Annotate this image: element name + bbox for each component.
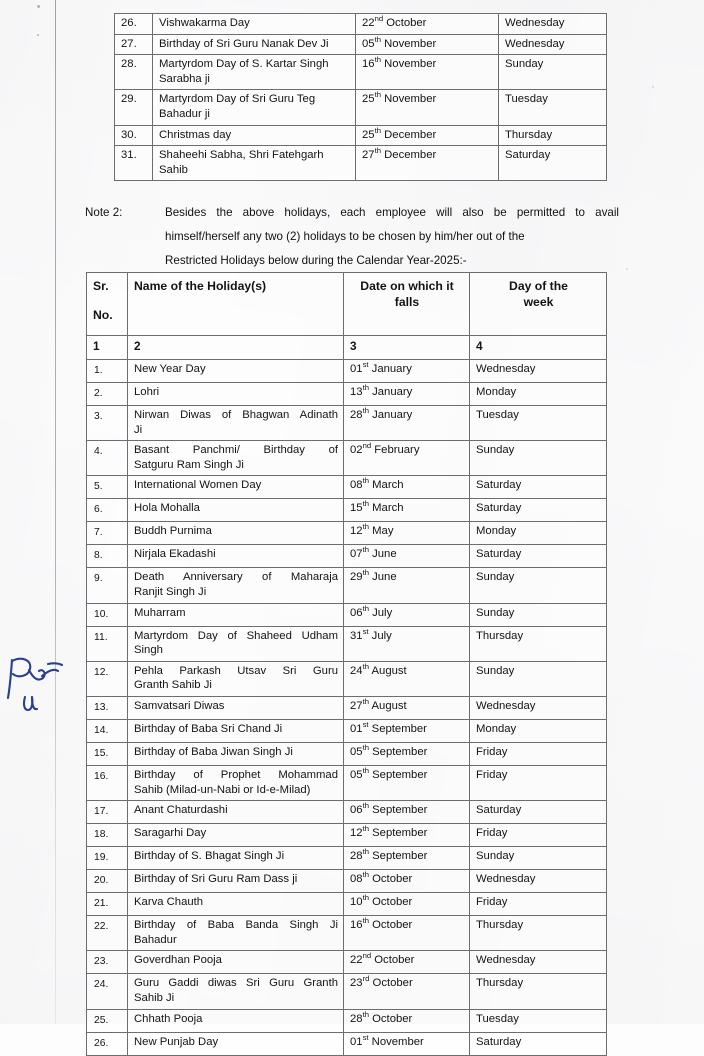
row-holiday-name: Samvatsari Diwas bbox=[128, 696, 344, 719]
row-holiday-name bbox=[128, 441, 344, 476]
table-row bbox=[115, 34, 607, 55]
row-day-of-week: Thursday bbox=[499, 125, 607, 146]
row-date: 01st January bbox=[344, 360, 470, 383]
table-row bbox=[87, 626, 607, 661]
table-row bbox=[87, 916, 607, 951]
row-serial-number: 23. bbox=[87, 951, 128, 974]
table-row bbox=[87, 661, 607, 696]
row-holiday-name bbox=[128, 974, 344, 1009]
table-row bbox=[87, 719, 607, 742]
table-row bbox=[115, 55, 607, 90]
row-serial-number: 22. bbox=[87, 916, 128, 951]
holiday-name-line-1: Birthday of Baba Banda Singh Ji bbox=[134, 919, 338, 932]
row-holiday-name: New Punjab Day bbox=[128, 1032, 344, 1055]
row-date: 27th August bbox=[344, 696, 470, 719]
row-date: 28th October bbox=[344, 1009, 470, 1032]
row-holiday-name: Martyrdom Day of Sri Guru Teg Bahadur ji bbox=[153, 90, 356, 125]
row-serial-number: 20. bbox=[87, 870, 128, 893]
row-serial-number: 3. bbox=[87, 406, 128, 441]
row-serial-number: 11. bbox=[87, 626, 128, 661]
note-2-body bbox=[165, 201, 619, 273]
row-day-of-week: Tuesday bbox=[470, 406, 607, 441]
row-day-of-week: Saturday bbox=[470, 545, 607, 568]
row-date: 10th October bbox=[344, 893, 470, 916]
row-serial-number: 14. bbox=[87, 719, 128, 742]
row-day-of-week: Thursday bbox=[470, 626, 607, 661]
row-holiday-name: Hola Mohalla bbox=[128, 499, 344, 522]
row-serial-number: 26. bbox=[115, 14, 153, 35]
row-day-of-week: Monday bbox=[470, 522, 607, 545]
table-row bbox=[87, 406, 607, 441]
header-sr-line1: Sr. bbox=[93, 279, 109, 293]
holiday-name-line-1: Pehla Parkash Utsav Sri Guru bbox=[134, 664, 338, 677]
row-holiday-name: Shaheehi Sabha, Shri Fatehgarh Sahib bbox=[153, 146, 356, 181]
row-date: 29th June bbox=[344, 568, 470, 603]
row-serial-number: 13. bbox=[87, 696, 128, 719]
row-serial-number: 2. bbox=[87, 383, 128, 406]
table-row bbox=[115, 90, 607, 125]
row-holiday-name: Muharram bbox=[128, 603, 344, 626]
note-2-label: Note 2: bbox=[85, 206, 123, 219]
table-row bbox=[87, 696, 607, 719]
holiday-name-line-2: Sahib Ji bbox=[134, 991, 175, 1004]
margin-rule-line bbox=[55, 0, 56, 1024]
row-date: 05th September bbox=[344, 742, 470, 765]
row-day-of-week: Wednesday bbox=[470, 360, 607, 383]
table-row bbox=[87, 847, 607, 870]
row-holiday-name: International Women Day bbox=[128, 476, 344, 499]
row-day-of-week: Saturday bbox=[470, 499, 607, 522]
row-date: 12th May bbox=[344, 522, 470, 545]
row-day-of-week: Wednesday bbox=[499, 34, 607, 55]
row-holiday-name: Saragarhi Day bbox=[128, 824, 344, 847]
row-holiday-name: Vishwakarma Day bbox=[153, 14, 356, 35]
column-number-4: 4 bbox=[470, 336, 607, 360]
holiday-name-line-1: Nirwan Diwas of Bhagwan Adinath bbox=[134, 409, 338, 421]
row-holiday-name: Lohri bbox=[128, 383, 344, 406]
row-day-of-week: Friday bbox=[470, 824, 607, 847]
table-row bbox=[87, 801, 607, 824]
table-row bbox=[87, 383, 607, 406]
table-header-row bbox=[87, 273, 607, 336]
row-serial-number: 6. bbox=[87, 499, 128, 522]
row-day-of-week: Tuesday bbox=[499, 90, 607, 125]
table-row bbox=[87, 893, 607, 916]
row-holiday-name bbox=[128, 406, 344, 441]
holiday-name-line-2: Granth Sahib Ji bbox=[134, 679, 212, 692]
handwritten-margin-annotation bbox=[2, 640, 82, 730]
holiday-name-line-2: Ranjit Singh Ji bbox=[134, 585, 207, 598]
row-serial-number: 12. bbox=[87, 661, 128, 696]
restricted-holidays-table bbox=[86, 272, 607, 1056]
column-number-1: 1 bbox=[87, 336, 128, 360]
row-day-of-week: Saturday bbox=[470, 801, 607, 824]
row-day-of-week: Saturday bbox=[499, 146, 607, 181]
row-serial-number: 19. bbox=[87, 847, 128, 870]
table-row bbox=[87, 742, 607, 765]
row-date: 06th July bbox=[344, 603, 470, 626]
row-date: 25th November bbox=[356, 90, 499, 125]
row-date: 02nd February bbox=[344, 441, 470, 476]
row-date: 13th January bbox=[344, 383, 470, 406]
row-serial-number: 24. bbox=[87, 974, 128, 1009]
row-serial-number: 26. bbox=[87, 1032, 128, 1055]
scan-speck bbox=[37, 34, 39, 36]
holiday-name-line-1: Guru Gaddi diwas Sri Guru Granth bbox=[134, 977, 338, 990]
row-serial-number: 27. bbox=[115, 34, 153, 55]
row-holiday-name bbox=[128, 661, 344, 696]
table-row bbox=[87, 499, 607, 522]
row-date: 12th September bbox=[344, 824, 470, 847]
table-row bbox=[87, 545, 607, 568]
row-date: 08th October bbox=[344, 870, 470, 893]
row-serial-number: 16. bbox=[87, 765, 128, 800]
row-date: 27th December bbox=[356, 146, 499, 181]
row-day-of-week: Saturday bbox=[470, 476, 607, 499]
note-2-block bbox=[85, 201, 619, 273]
row-date: 08th March bbox=[344, 476, 470, 499]
row-holiday-name: Birthday of Baba Sri Chand Ji bbox=[128, 719, 344, 742]
holiday-table-body bbox=[115, 14, 607, 181]
row-date: 05th September bbox=[344, 765, 470, 800]
row-serial-number: 4. bbox=[87, 441, 128, 476]
restricted-table-head bbox=[87, 273, 607, 360]
holiday-name-line-2: Bahadur bbox=[134, 933, 177, 946]
table-row bbox=[87, 1032, 607, 1055]
table-row bbox=[87, 824, 607, 847]
table-row bbox=[87, 360, 607, 383]
column-number-3: 3 bbox=[344, 336, 470, 360]
note-2-line-1: Besides the above holidays, each employee will also be permitted to avail bbox=[165, 206, 619, 219]
row-date: 23rd October bbox=[344, 974, 470, 1009]
scan-speck bbox=[37, 5, 40, 8]
row-serial-number: 31. bbox=[115, 146, 153, 181]
table-row bbox=[115, 14, 607, 35]
holiday-name-line-2: Sahib (Milad-un-Nabi or Id-e-Milad) bbox=[134, 783, 311, 796]
row-date: 15th March bbox=[344, 499, 470, 522]
holiday-name-line-1: Basant Panchmi/ Birthday of bbox=[134, 444, 338, 457]
row-holiday-name bbox=[128, 626, 344, 661]
row-holiday-name: New Year Day bbox=[128, 360, 344, 383]
row-holiday-name: Karva Chauth bbox=[128, 893, 344, 916]
row-day-of-week: Sunday bbox=[470, 603, 607, 626]
holiday-name-line-1: Death Anniversary of Maharaja bbox=[134, 571, 338, 584]
row-day-of-week: Friday bbox=[470, 893, 607, 916]
holiday-name-line-2: Singh bbox=[134, 644, 163, 657]
row-holiday-name: Anant Chaturdashi bbox=[128, 801, 344, 824]
row-date: 05th November bbox=[356, 34, 499, 55]
row-holiday-name: Chhath Pooja bbox=[128, 1009, 344, 1032]
note-2-line-2: himself/herself any two (2) holidays to be chosen by him/her out of the bbox=[165, 230, 525, 243]
header-sr-line2: No. bbox=[93, 308, 113, 322]
table-row bbox=[87, 603, 607, 626]
header-date-line2: falls bbox=[394, 295, 420, 309]
row-holiday-name: Buddh Purnima bbox=[128, 522, 344, 545]
row-serial-number: 29. bbox=[115, 90, 153, 125]
row-date: 16th October bbox=[344, 916, 470, 951]
row-serial-number: 8. bbox=[87, 545, 128, 568]
holiday-name-line-2: Ji bbox=[134, 423, 143, 436]
column-number-2: 2 bbox=[128, 336, 344, 360]
row-serial-number: 5. bbox=[87, 476, 128, 499]
row-day-of-week: Wednesday bbox=[470, 696, 607, 719]
table-row bbox=[87, 951, 607, 974]
table-row bbox=[87, 476, 607, 499]
row-serial-number: 18. bbox=[87, 824, 128, 847]
table-row bbox=[87, 870, 607, 893]
row-serial-number: 7. bbox=[87, 522, 128, 545]
holiday-name-line-1: Martyrdom Day of Shaheed Udham bbox=[134, 629, 338, 642]
row-serial-number: 10. bbox=[87, 603, 128, 626]
row-holiday-name: Nirjala Ekadashi bbox=[128, 545, 344, 568]
row-serial-number: 30. bbox=[115, 125, 153, 146]
row-day-of-week: Wednesday bbox=[470, 951, 607, 974]
holiday-name-line-2: Satguru Ram Singh Ji bbox=[134, 458, 244, 471]
row-date: 24th August bbox=[344, 661, 470, 696]
row-holiday-name: Martyrdom Day of S. Kartar Singh Sarabha ji bbox=[153, 55, 356, 90]
row-day-of-week: Saturday bbox=[470, 1032, 607, 1055]
row-day-of-week: Sunday bbox=[470, 441, 607, 476]
header-date bbox=[344, 273, 470, 336]
note-2-line-3: Restricted Holidays below during the Calendar Year-2025:- bbox=[165, 254, 467, 267]
scan-speck bbox=[626, 268, 628, 270]
row-day-of-week: Sunday bbox=[470, 847, 607, 870]
table-row bbox=[115, 125, 607, 146]
row-serial-number: 1. bbox=[87, 360, 128, 383]
header-holiday-name: Name of the Holiday(s) bbox=[128, 273, 344, 336]
table-row bbox=[87, 568, 607, 603]
row-day-of-week: Sunday bbox=[499, 55, 607, 90]
row-day-of-week: Friday bbox=[470, 742, 607, 765]
row-serial-number: 9. bbox=[87, 568, 128, 603]
row-serial-number: 17. bbox=[87, 801, 128, 824]
row-holiday-name: Birthday of S. Bhagat Singh Ji bbox=[128, 847, 344, 870]
header-date-line1: Date on which it bbox=[360, 279, 454, 293]
row-date: 28th September bbox=[344, 847, 470, 870]
row-holiday-name: Goverdhan Pooja bbox=[128, 951, 344, 974]
row-holiday-name: Birthday of Sri Guru Nanak Dev Ji bbox=[153, 34, 356, 55]
row-date: 25th December bbox=[356, 125, 499, 146]
row-date: 01st November bbox=[344, 1032, 470, 1055]
row-serial-number: 25. bbox=[87, 1009, 128, 1032]
row-date: 22nd October bbox=[356, 14, 499, 35]
row-serial-number: 28. bbox=[115, 55, 153, 90]
holiday-table-continued bbox=[114, 13, 607, 181]
row-holiday-name bbox=[128, 916, 344, 951]
row-date: 28th January bbox=[344, 406, 470, 441]
row-holiday-name: Christmas day bbox=[153, 125, 356, 146]
row-date: 07th June bbox=[344, 545, 470, 568]
row-date: 01st September bbox=[344, 719, 470, 742]
table-row bbox=[87, 765, 607, 800]
row-serial-number: 21. bbox=[87, 893, 128, 916]
header-day-line1: Day of the bbox=[509, 279, 568, 293]
scan-speck bbox=[652, 86, 654, 88]
table-row bbox=[115, 146, 607, 181]
row-day-of-week: Wednesday bbox=[470, 870, 607, 893]
column-number-row bbox=[87, 336, 607, 360]
header-sr-no bbox=[87, 273, 128, 336]
row-day-of-week: Thursday bbox=[470, 916, 607, 951]
row-date: 22nd October bbox=[344, 951, 470, 974]
table-row bbox=[87, 522, 607, 545]
header-day-of-week bbox=[470, 273, 607, 336]
row-holiday-name bbox=[128, 568, 344, 603]
row-day-of-week: Monday bbox=[470, 719, 607, 742]
restricted-table-body bbox=[87, 360, 607, 1056]
row-holiday-name bbox=[128, 765, 344, 800]
row-day-of-week: Thursday bbox=[470, 974, 607, 1009]
row-day-of-week: Sunday bbox=[470, 568, 607, 603]
row-date: 06th September bbox=[344, 801, 470, 824]
table-row bbox=[87, 1009, 607, 1032]
row-day-of-week: Monday bbox=[470, 383, 607, 406]
row-serial-number: 15. bbox=[87, 742, 128, 765]
row-holiday-name: Birthday of Baba Jiwan Singh Ji bbox=[128, 742, 344, 765]
table-row bbox=[87, 974, 607, 1009]
holiday-name-line-1: Birthday of Prophet Mohammad bbox=[134, 768, 338, 781]
row-day-of-week: Wednesday bbox=[499, 14, 607, 35]
row-date: 31st July bbox=[344, 626, 470, 661]
row-day-of-week: Tuesday bbox=[470, 1009, 607, 1032]
row-date: 16th November bbox=[356, 55, 499, 90]
header-day-line2: week bbox=[523, 295, 554, 309]
row-day-of-week: Sunday bbox=[470, 661, 607, 696]
row-holiday-name: Birthday of Sri Guru Ram Dass ji bbox=[128, 870, 344, 893]
row-day-of-week: Friday bbox=[470, 765, 607, 800]
table-row bbox=[87, 441, 607, 476]
